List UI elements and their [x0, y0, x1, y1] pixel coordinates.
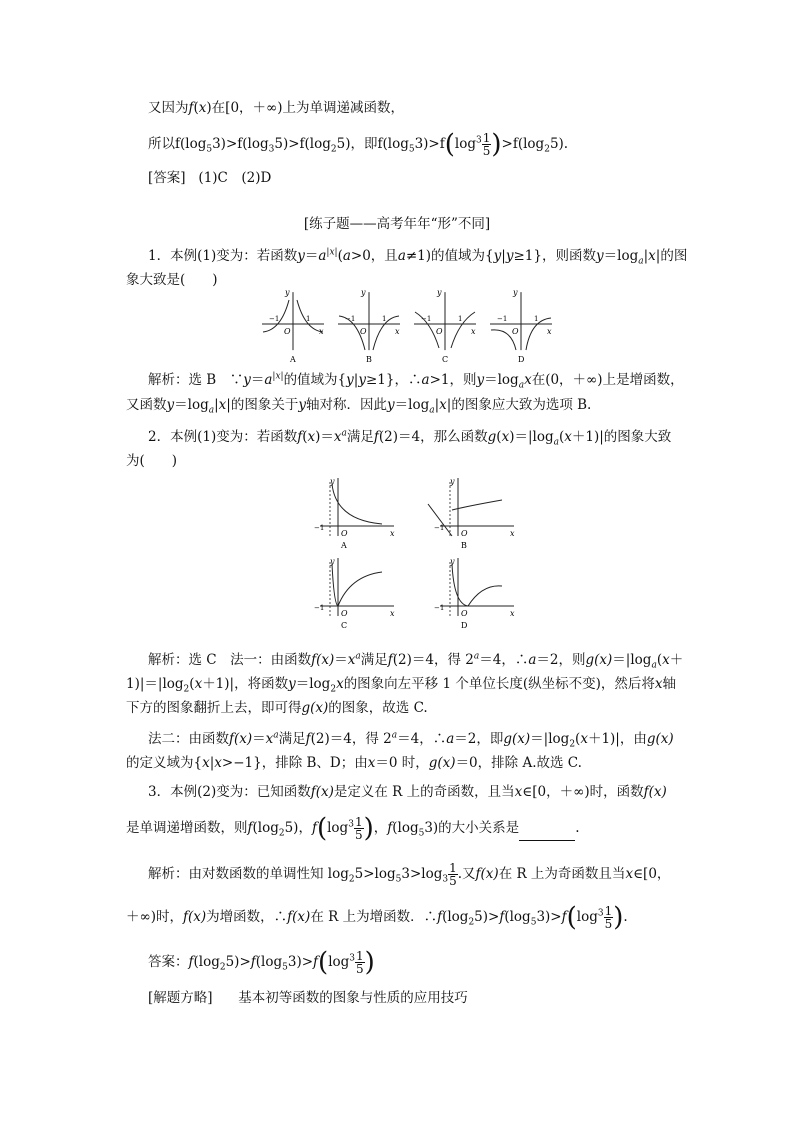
- solution-2b-cont: 的定义域为{x|x>−1}，排除 B、D；由x＝0 时，g(x)＝0，排除 A.故选 C.: [126, 755, 582, 771]
- tick-label: −1: [497, 315, 508, 323]
- x-axis-label: x: [319, 327, 324, 336]
- text-line: 又因为f(x)在[0，＋∞)上为单调递减函数，: [148, 100, 405, 116]
- y-axis-label: y: [437, 288, 442, 297]
- option-label: A: [341, 541, 347, 550]
- x-axis-label: x: [395, 327, 400, 336]
- fraction: $\frac{1}{5}$: [449, 861, 457, 888]
- option-label: D: [518, 355, 525, 364]
- fraction: $\frac{1}{5}$: [356, 949, 364, 976]
- option-label: A: [290, 355, 296, 364]
- solution-3-cont: ＋∞)时，f(x)为增函数，∴f(x)在 R 上为增函数．$\therefore f(\log_25)>f(\log_53)>f(\log^3$ $\frac{1}{5}$ ).: [126, 902, 628, 933]
- solution-2-cont: 下方的图象翻折上去，即可得g(x)的图象，故选 C.: [126, 700, 428, 716]
- origin-label: O: [461, 609, 468, 618]
- origin-label: O: [436, 327, 443, 336]
- solution-1: 解析：选 B $\because y=a^{|x|}$的值域为{y|y≥1}，∴a>1，则$y=\log_ax$在(0，＋∞)上是增函数，: [148, 371, 684, 391]
- x-axis-label: x: [390, 609, 395, 618]
- origin-label: O: [284, 327, 291, 336]
- option-label: B: [366, 355, 372, 364]
- tick-label: −1: [314, 524, 325, 532]
- y-axis-label: y: [285, 288, 290, 297]
- fraction: $\frac{1}{5}$: [354, 815, 363, 842]
- solution-2: 解析：选 C 法一：由函数$f(x)=x^a$满足f(2)＝4，得 $2^a=4$，∴a＝2，则$g(x)=|\log_a(x+$: [148, 651, 684, 671]
- curve: [332, 484, 382, 524]
- option-label: B: [461, 541, 467, 550]
- y-axis-label: y: [450, 477, 455, 486]
- q1-graph-group: [255, 290, 565, 368]
- y-axis-label: y: [450, 557, 455, 566]
- origin-label: O: [341, 529, 348, 538]
- answer-blank: [519, 826, 575, 841]
- question-2: 2．本例(1)变为：若函数$f(x)=x^a$满足f(2)＝4，那么函数$g(x)=|\log_a(x+1)|$的图象大致: [148, 428, 672, 448]
- tick-label: 1: [534, 315, 539, 323]
- tick-label: −1: [345, 315, 356, 323]
- answer-3: 答案：$f(\log_25)>f(\log_53)>f(\log^3$ $\frac{1}{5}$ ): [148, 947, 375, 978]
- option-label: D: [461, 621, 468, 630]
- tick-label: 1: [382, 315, 387, 323]
- y-axis-label: y: [330, 477, 335, 486]
- origin-label: O: [512, 327, 519, 336]
- fraction: $\frac{1}{5}$: [482, 131, 491, 158]
- q2-graph-group: [310, 476, 515, 646]
- text-line: 所以$f(\log_53)>f(\log_35)>f(\log_25)$，即$f(\log_53)>f(\log^3$ $\frac{1}{5}$ )$>f(\log_25)$.: [148, 129, 569, 160]
- solution-2b: 法二：由函数$f(x)=x^a$满足f(2)＝4，得 $2^a=4$，∴a＝2，即$g(x)=|\log_2(x+1)|$，由g(x): [148, 730, 674, 750]
- x-axis-label: x: [390, 529, 395, 538]
- origin-label: O: [341, 609, 348, 618]
- answer-line: [答案] (1)C (2)D: [148, 170, 272, 186]
- y-axis-label: y: [330, 557, 335, 566]
- section-title: [练子题——高考年年“形”不同]: [303, 216, 491, 232]
- origin-label: O: [461, 529, 468, 538]
- question-1: 1．本例(1)变为：若函数$y=a^{|x|}(a>0$，且a≠1)的值域为{y|y≥1}，则函数$y=\log_a|x|$的图: [148, 247, 688, 267]
- fraction: $\frac{1}{5}$: [604, 904, 613, 931]
- question-2-cont: 为( ): [126, 453, 178, 469]
- tick-label: 1: [306, 315, 311, 323]
- solution-1-cont: 又函数$y=\log_a|x|$的图象关于y轴对称．因此$y=\log_a|x|$的图象应大致为选项 B.: [126, 397, 592, 416]
- question-3: 3．本例(2)变为：已知函数f(x)是定义在 R 上的奇函数，且当x∈[0，＋∞)时，函数f(x): [148, 784, 667, 800]
- solution-2-cont: $1)|=|\log_2(x+1)|$，将函数$y=\log_2x$的图象向左平移 1 个单位长度(纵坐标不变)，然后将x轴: [126, 676, 677, 695]
- tick-label: −1: [421, 315, 432, 323]
- question-1-cont: 象大致是( ): [126, 272, 218, 288]
- option-label: C: [442, 355, 449, 364]
- y-axis-label: y: [513, 288, 518, 297]
- tick-label: −1: [314, 604, 325, 612]
- x-axis-label: x: [547, 327, 552, 336]
- solution-3: 解析：由对数函数的单调性知 $\log_25>\log_53>\log_3$ $\frac{1}{5}$ .又f(x)在 R 上为奇函数且当x∈[0，: [148, 861, 671, 888]
- curve: [332, 564, 382, 606]
- tick-label: −1: [269, 315, 280, 323]
- tick-label: 1: [458, 315, 463, 323]
- y-axis-label: y: [361, 288, 366, 297]
- tick-label: −1: [434, 604, 445, 612]
- x-axis-label: x: [510, 609, 515, 618]
- origin-label: O: [360, 327, 367, 336]
- curve: [452, 564, 502, 606]
- x-axis-label: x: [471, 327, 476, 336]
- x-axis-label: x: [510, 529, 515, 538]
- tick-label: −1: [434, 524, 445, 532]
- option-label: C: [341, 621, 348, 630]
- question-3-cont: 是单调递增函数，则$f(\log_25)$，$f(\log^3$ $\frac{1}{5}$ )，$f(\log_53)$的大小关系是 .: [126, 813, 580, 844]
- method-line: [解题方略] 基本初等函数的图象与性质的应用技巧: [148, 990, 468, 1006]
